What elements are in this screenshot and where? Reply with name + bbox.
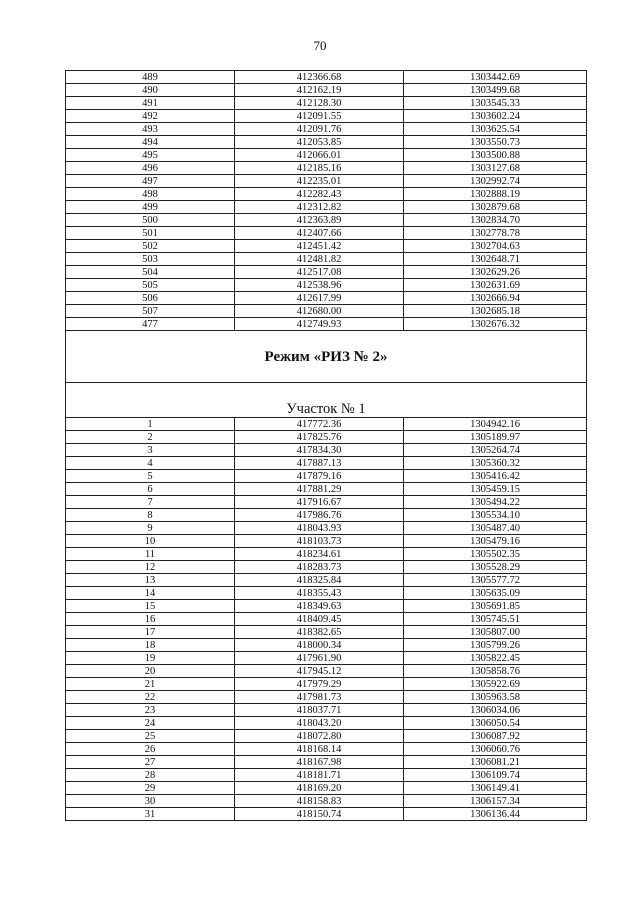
y-coordinate-cell: 1306087.92 xyxy=(404,730,587,743)
x-coordinate-cell: 412481.82 xyxy=(235,253,404,266)
point-number-cell: 25 xyxy=(66,730,235,743)
table-row xyxy=(66,665,587,678)
table-row xyxy=(66,470,587,483)
y-coordinate-cell: 1305745.51 xyxy=(404,613,587,626)
y-coordinate-cell: 1303625.54 xyxy=(404,123,587,136)
y-coordinate-cell: 1305494.22 xyxy=(404,496,587,509)
x-coordinate-cell: 412517.08 xyxy=(235,266,404,279)
table-row xyxy=(66,240,587,253)
x-coordinate-cell: 412053.85 xyxy=(235,136,404,149)
table-row xyxy=(66,691,587,704)
table-row xyxy=(66,97,587,110)
y-coordinate-cell: 1305459.15 xyxy=(404,483,587,496)
point-number-cell: 19 xyxy=(66,652,235,665)
y-coordinate-cell: 1302778.78 xyxy=(404,227,587,240)
table-row xyxy=(66,431,587,444)
point-number-cell: 24 xyxy=(66,717,235,730)
point-number-cell: 494 xyxy=(66,136,235,149)
table-row xyxy=(66,730,587,743)
point-number-cell: 16 xyxy=(66,613,235,626)
table-row xyxy=(66,743,587,756)
y-coordinate-cell: 1306149.41 xyxy=(404,782,587,795)
point-number-cell: 13 xyxy=(66,574,235,587)
table-row xyxy=(66,522,587,535)
y-coordinate-cell: 1305577.72 xyxy=(404,574,587,587)
table-row xyxy=(66,279,587,292)
x-coordinate-cell: 417916.67 xyxy=(235,496,404,509)
point-number-cell: 8 xyxy=(66,509,235,522)
x-coordinate-cell: 417825.76 xyxy=(235,431,404,444)
table-row xyxy=(66,808,587,821)
table-row xyxy=(66,652,587,665)
x-coordinate-cell: 412091.55 xyxy=(235,110,404,123)
x-coordinate-cell: 418168.14 xyxy=(235,743,404,756)
x-coordinate-cell: 417881.29 xyxy=(235,483,404,496)
x-coordinate-cell: 418382.65 xyxy=(235,626,404,639)
table-row xyxy=(66,600,587,613)
point-number-cell: 7 xyxy=(66,496,235,509)
x-coordinate-cell: 412185.16 xyxy=(235,162,404,175)
point-number-cell: 30 xyxy=(66,795,235,808)
y-coordinate-cell: 1305822.45 xyxy=(404,652,587,665)
x-coordinate-cell: 417961.90 xyxy=(235,652,404,665)
x-coordinate-cell: 417945.12 xyxy=(235,665,404,678)
table-row xyxy=(66,188,587,201)
x-coordinate-cell: 412366.68 xyxy=(235,71,404,84)
point-number-cell: 489 xyxy=(66,71,235,84)
point-number-cell: 6 xyxy=(66,483,235,496)
point-number-cell: 18 xyxy=(66,639,235,652)
x-coordinate-cell: 418043.93 xyxy=(235,522,404,535)
x-coordinate-cell: 418167.98 xyxy=(235,756,404,769)
x-coordinate-cell: 412066.01 xyxy=(235,149,404,162)
x-coordinate-cell: 417834.30 xyxy=(235,444,404,457)
y-coordinate-cell: 1306060.76 xyxy=(404,743,587,756)
table-row xyxy=(66,678,587,691)
table-row xyxy=(66,214,587,227)
table-row xyxy=(66,418,587,431)
table-row xyxy=(66,266,587,279)
x-coordinate-cell: 412312.82 xyxy=(235,201,404,214)
x-coordinate-cell: 412091.76 xyxy=(235,123,404,136)
table-row xyxy=(66,704,587,717)
mode-header xyxy=(66,331,587,418)
table-row xyxy=(66,162,587,175)
point-number-cell: 10 xyxy=(66,535,235,548)
point-number-cell: 499 xyxy=(66,201,235,214)
point-number-cell: 22 xyxy=(66,691,235,704)
point-number-cell: 31 xyxy=(66,808,235,821)
y-coordinate-cell: 1306109.74 xyxy=(404,769,587,782)
y-coordinate-cell: 1305487.40 xyxy=(404,522,587,535)
table-row xyxy=(66,782,587,795)
y-coordinate-cell: 1305534.10 xyxy=(404,509,587,522)
x-coordinate-cell: 418103.73 xyxy=(235,535,404,548)
x-coordinate-cell: 412363.89 xyxy=(235,214,404,227)
page-number: 70 xyxy=(313,38,327,53)
point-number-cell: 490 xyxy=(66,84,235,97)
table-body-before xyxy=(66,71,587,331)
point-number-cell: 492 xyxy=(66,110,235,123)
y-coordinate-cell: 1304942.16 xyxy=(404,418,587,431)
point-number-cell: 20 xyxy=(66,665,235,678)
y-coordinate-cell: 1302685.18 xyxy=(404,305,587,318)
table-row xyxy=(66,483,587,496)
point-number-cell: 14 xyxy=(66,587,235,600)
mode-title: Режим «РИЗ № 2» xyxy=(66,331,587,383)
point-number-cell: 501 xyxy=(66,227,235,240)
x-coordinate-cell: 418037.71 xyxy=(235,704,404,717)
table-row xyxy=(66,292,587,305)
y-coordinate-cell: 1305635.09 xyxy=(404,587,587,600)
coordinates-table xyxy=(65,70,587,821)
y-coordinate-cell: 1302992.74 xyxy=(404,175,587,188)
point-number-cell: 4 xyxy=(66,457,235,470)
x-coordinate-cell: 418409.45 xyxy=(235,613,404,626)
x-coordinate-cell: 412617.99 xyxy=(235,292,404,305)
table-row xyxy=(66,149,587,162)
y-coordinate-cell: 1302834.70 xyxy=(404,214,587,227)
point-number-cell: 502 xyxy=(66,240,235,253)
point-number-cell: 11 xyxy=(66,548,235,561)
table-row xyxy=(66,318,587,331)
point-number-cell: 477 xyxy=(66,318,235,331)
x-coordinate-cell: 417979.29 xyxy=(235,678,404,691)
point-number-cell: 495 xyxy=(66,149,235,162)
y-coordinate-cell: 1302676.32 xyxy=(404,318,587,331)
table-row xyxy=(66,509,587,522)
table-row xyxy=(66,613,587,626)
point-number-cell: 9 xyxy=(66,522,235,535)
y-coordinate-cell: 1302629.26 xyxy=(404,266,587,279)
mode-title-row xyxy=(66,331,587,383)
table-row xyxy=(66,574,587,587)
table-row xyxy=(66,639,587,652)
x-coordinate-cell: 418000.34 xyxy=(235,639,404,652)
point-number-cell: 3 xyxy=(66,444,235,457)
y-coordinate-cell: 1305360.32 xyxy=(404,457,587,470)
y-coordinate-cell: 1302666.94 xyxy=(404,292,587,305)
x-coordinate-cell: 417887.13 xyxy=(235,457,404,470)
point-number-cell: 503 xyxy=(66,253,235,266)
table-row xyxy=(66,561,587,574)
table-row xyxy=(66,626,587,639)
x-coordinate-cell: 417772.36 xyxy=(235,418,404,431)
y-coordinate-cell: 1306136.44 xyxy=(404,808,587,821)
table-row xyxy=(66,71,587,84)
y-coordinate-cell: 1303602.24 xyxy=(404,110,587,123)
y-coordinate-cell: 1305922.69 xyxy=(404,678,587,691)
y-coordinate-cell: 1305189.97 xyxy=(404,431,587,444)
x-coordinate-cell: 418325.84 xyxy=(235,574,404,587)
point-number-cell: 5 xyxy=(66,470,235,483)
table-row xyxy=(66,110,587,123)
point-number-cell: 23 xyxy=(66,704,235,717)
point-number-cell: 12 xyxy=(66,561,235,574)
y-coordinate-cell: 1305502.35 xyxy=(404,548,587,561)
point-number-cell: 17 xyxy=(66,626,235,639)
table-row xyxy=(66,253,587,266)
y-coordinate-cell: 1302648.71 xyxy=(404,253,587,266)
table-row xyxy=(66,123,587,136)
x-coordinate-cell: 418349.63 xyxy=(235,600,404,613)
y-coordinate-cell: 1302888.19 xyxy=(404,188,587,201)
table-row xyxy=(66,717,587,730)
point-number-cell: 27 xyxy=(66,756,235,769)
table-row xyxy=(66,756,587,769)
y-coordinate-cell: 1305807.00 xyxy=(404,626,587,639)
y-coordinate-cell: 1303500.88 xyxy=(404,149,587,162)
point-number-cell: 500 xyxy=(66,214,235,227)
table-row xyxy=(66,548,587,561)
y-coordinate-cell: 1305858.76 xyxy=(404,665,587,678)
table-row xyxy=(66,227,587,240)
x-coordinate-cell: 412235.01 xyxy=(235,175,404,188)
x-coordinate-cell: 418355.43 xyxy=(235,587,404,600)
x-coordinate-cell: 418169.20 xyxy=(235,782,404,795)
x-coordinate-cell: 418158.83 xyxy=(235,795,404,808)
table-row xyxy=(66,444,587,457)
x-coordinate-cell: 412407.66 xyxy=(235,227,404,240)
y-coordinate-cell: 1303545.33 xyxy=(404,97,587,110)
x-coordinate-cell: 418150.74 xyxy=(235,808,404,821)
table-row xyxy=(66,136,587,149)
point-number-cell: 498 xyxy=(66,188,235,201)
y-coordinate-cell: 1303442.69 xyxy=(404,71,587,84)
x-coordinate-cell: 412538.96 xyxy=(235,279,404,292)
table-row xyxy=(66,201,587,214)
table-row xyxy=(66,305,587,318)
y-coordinate-cell: 1306034.06 xyxy=(404,704,587,717)
point-number-cell: 28 xyxy=(66,769,235,782)
point-number-cell: 504 xyxy=(66,266,235,279)
y-coordinate-cell: 1302704.63 xyxy=(404,240,587,253)
y-coordinate-cell: 1305264.74 xyxy=(404,444,587,457)
point-number-cell: 29 xyxy=(66,782,235,795)
y-coordinate-cell: 1305528.29 xyxy=(404,561,587,574)
x-coordinate-cell: 412162.19 xyxy=(235,84,404,97)
point-number-cell: 496 xyxy=(66,162,235,175)
x-coordinate-cell: 412451.42 xyxy=(235,240,404,253)
table-row xyxy=(66,535,587,548)
section-title-row xyxy=(66,383,587,418)
point-number-cell: 1 xyxy=(66,418,235,431)
table-row xyxy=(66,175,587,188)
point-number-cell: 493 xyxy=(66,123,235,136)
x-coordinate-cell: 418234.61 xyxy=(235,548,404,561)
x-coordinate-cell: 418043.20 xyxy=(235,717,404,730)
y-coordinate-cell: 1302879.68 xyxy=(404,201,587,214)
section-title: Участок № 1 xyxy=(66,383,587,418)
point-number-cell: 505 xyxy=(66,279,235,292)
point-number-cell: 26 xyxy=(66,743,235,756)
point-number-cell: 497 xyxy=(66,175,235,188)
x-coordinate-cell: 418283.73 xyxy=(235,561,404,574)
x-coordinate-cell: 417879.16 xyxy=(235,470,404,483)
table-row xyxy=(66,769,587,782)
point-number-cell: 507 xyxy=(66,305,235,318)
point-number-cell: 2 xyxy=(66,431,235,444)
table-row xyxy=(66,457,587,470)
table-body-after xyxy=(66,418,587,821)
y-coordinate-cell: 1303127.68 xyxy=(404,162,587,175)
y-coordinate-cell: 1305479.16 xyxy=(404,535,587,548)
y-coordinate-cell: 1303550.73 xyxy=(404,136,587,149)
x-coordinate-cell: 412282.43 xyxy=(235,188,404,201)
point-number-cell: 506 xyxy=(66,292,235,305)
x-coordinate-cell: 418181.71 xyxy=(235,769,404,782)
y-coordinate-cell: 1305963.58 xyxy=(404,691,587,704)
y-coordinate-cell: 1305416.42 xyxy=(404,470,587,483)
y-coordinate-cell: 1306050.54 xyxy=(404,717,587,730)
x-coordinate-cell: 412128.30 xyxy=(235,97,404,110)
point-number-cell: 21 xyxy=(66,678,235,691)
x-coordinate-cell: 417981.73 xyxy=(235,691,404,704)
x-coordinate-cell: 412749.93 xyxy=(235,318,404,331)
y-coordinate-cell: 1305691.85 xyxy=(404,600,587,613)
y-coordinate-cell: 1305799.26 xyxy=(404,639,587,652)
table-row xyxy=(66,496,587,509)
table-row xyxy=(66,84,587,97)
y-coordinate-cell: 1303499.68 xyxy=(404,84,587,97)
y-coordinate-cell: 1306157.34 xyxy=(404,795,587,808)
y-coordinate-cell: 1302631.69 xyxy=(404,279,587,292)
point-number-cell: 15 xyxy=(66,600,235,613)
point-number-cell: 491 xyxy=(66,97,235,110)
table-row xyxy=(66,795,587,808)
table-row xyxy=(66,587,587,600)
x-coordinate-cell: 417986.76 xyxy=(235,509,404,522)
y-coordinate-cell: 1306081.21 xyxy=(404,756,587,769)
x-coordinate-cell: 412680.00 xyxy=(235,305,404,318)
x-coordinate-cell: 418072.80 xyxy=(235,730,404,743)
